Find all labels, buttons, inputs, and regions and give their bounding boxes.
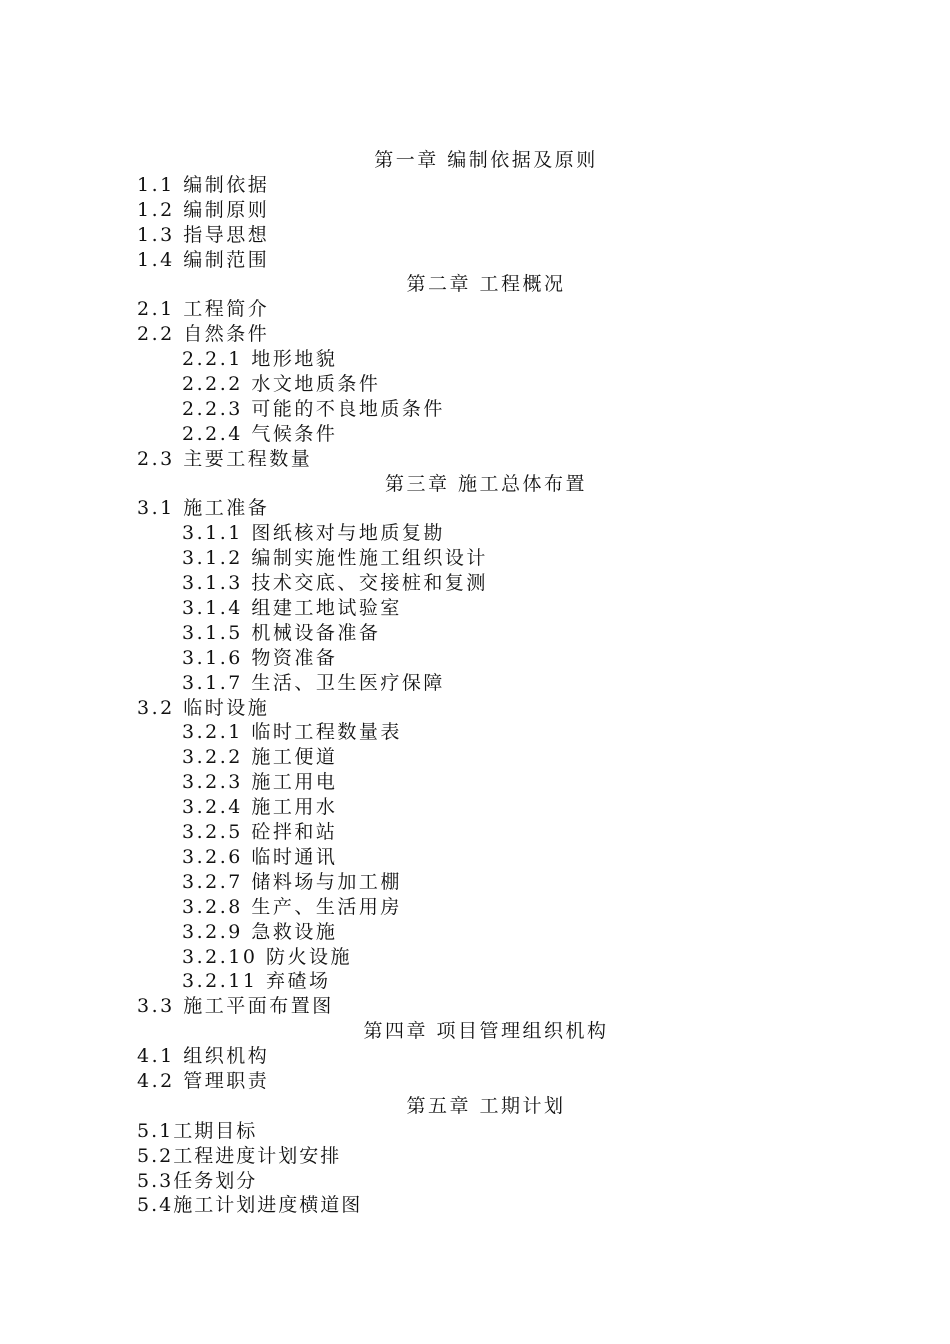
subsection-entry: 3.1.1 图纸核对与地质复勘 (182, 522, 445, 545)
subsection-entry: 2.2.1 地形地貌 (182, 348, 338, 371)
subsection-entry: 3.2.11 弃碴场 (182, 970, 331, 993)
section-entry: 1.2 编制原则 (137, 198, 270, 221)
chapter-heading: 第三章 施工总体布置 (384, 472, 588, 495)
subsection-entry: 3.2.3 施工用电 (182, 771, 338, 794)
section-entry: 1.1 编制依据 (137, 173, 270, 196)
chapter-heading: 第四章 项目管理组织机构 (363, 1020, 609, 1043)
chapter-heading: 第五章 工期计划 (406, 1094, 566, 1117)
subsection-entry: 2.2.2 水文地质条件 (182, 373, 381, 396)
subsection-entry: 3.2.7 储料场与加工棚 (182, 870, 402, 893)
section-entry: 4.2 管理职责 (137, 1069, 270, 1092)
subsection-entry: 3.2.2 施工便道 (182, 746, 338, 769)
subsection-entry: 3.2.6 临时通讯 (182, 845, 338, 868)
section-entry: 5.3任务划分 (137, 1169, 258, 1192)
subsection-entry: 3.1.4 组建工地试验室 (182, 597, 402, 620)
chapter-heading: 第一章 编制依据及原则 (374, 149, 598, 171)
section-entry: 3.2 临时设施 (137, 696, 270, 719)
section-entry: 5.2工程进度计划安排 (137, 1144, 342, 1167)
subsection-entry: 3.1.3 技术交底、交接桩和复测 (182, 572, 488, 595)
section-entry: 3.1 施工准备 (137, 497, 270, 520)
section-entry: 3.3 施工平面布置图 (137, 995, 334, 1018)
subsection-entry: 3.2.10 防火设施 (182, 945, 352, 968)
subsection-entry: 3.1.7 生活、卫生医疗保障 (182, 671, 445, 694)
subsection-entry: 3.2.4 施工用水 (182, 796, 338, 819)
table-of-contents (0, 148, 950, 1218)
subsection-entry: 3.1.2 编制实施性施工组织设计 (182, 547, 488, 570)
subsection-entry: 3.2.1 临时工程数量表 (182, 721, 402, 744)
section-entry: 1.3 指导思想 (137, 223, 270, 246)
subsection-entry: 2.2.4 气候条件 (182, 422, 338, 445)
section-entry: 4.1 组织机构 (137, 1045, 270, 1068)
subsection-entry: 3.2.9 急救设施 (182, 920, 338, 943)
section-entry: 5.4施工计划进度横道图 (137, 1194, 363, 1217)
subsection-entry: 3.2.8 生产、生活用房 (182, 895, 402, 918)
subsection-entry: 2.2.3 可能的不良地质条件 (182, 397, 445, 420)
section-entry: 5.1工期目标 (137, 1119, 258, 1142)
chapter-heading: 第二章 工程概况 (406, 273, 566, 296)
subsection-entry: 3.2.5 砼拌和站 (182, 821, 338, 844)
section-entry: 1.4 编制范围 (137, 248, 270, 271)
section-entry: 2.3 主要工程数量 (137, 447, 313, 470)
subsection-entry: 3.1.6 物资准备 (182, 646, 338, 669)
section-entry: 2.1 工程简介 (137, 298, 270, 321)
section-entry: 2.2 自然条件 (137, 323, 270, 346)
subsection-entry: 3.1.5 机械设备准备 (182, 621, 381, 644)
